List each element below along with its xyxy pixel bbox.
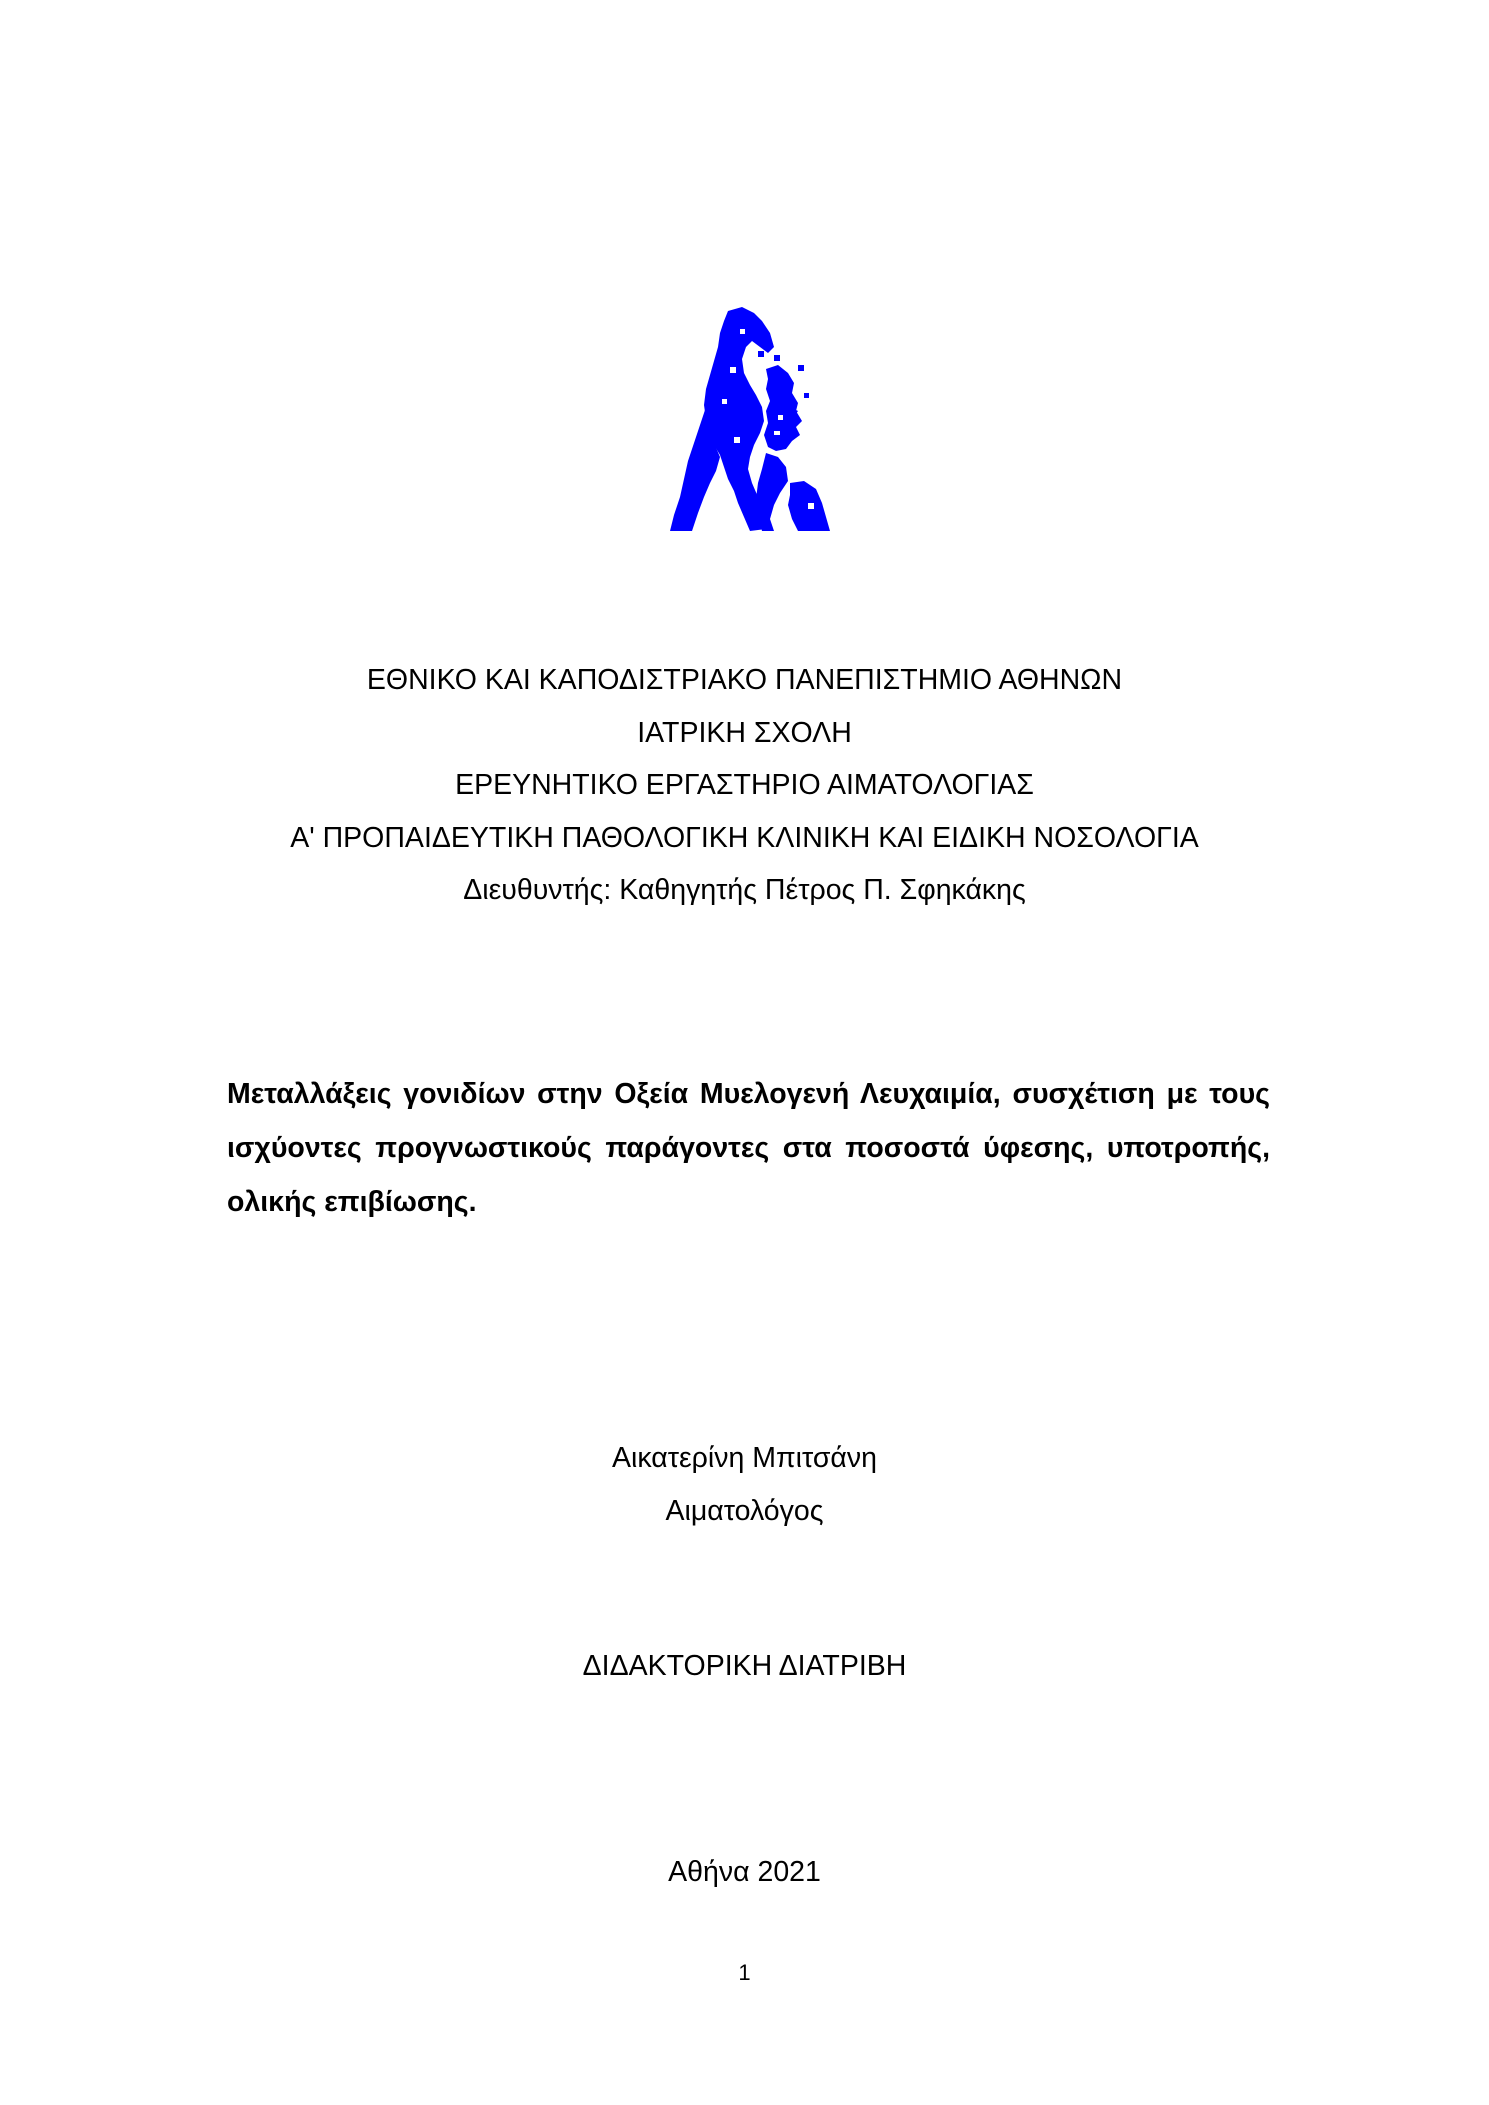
author-role: Αιματολόγος	[665, 1494, 824, 1527]
page-number: 1	[738, 1960, 751, 1985]
director-line: Διευθυντής: Καθηγητής Πέτρος Π. Σφηκάκης	[463, 874, 1026, 906]
clinic-name: Α' ΠΡΟΠΑΙΔΕΥΤΙΚΗ ΠΑΘΟΛΟΓΙΚΗ ΚΛΙΝΙΚΗ ΚΑΙ ΕΙΔΙΚΗ ΝΟΣΟΛΟΓΙΑ	[290, 821, 1199, 854]
thesis-title: Μεταλλάξεις γονιδίων στην Οξεία Μυελογενή Λευχαιμία, συσχέτιση με τους ισχύοντες προγνωστικούς παράγοντες στα ποσοστά ύφεσης, υποτροπής, ολικής επιβίωσης.	[227, 1078, 1270, 1218]
author-name: Αικατερίνη Μπιτσάνη	[611, 1442, 877, 1474]
place-and-year: Αθήνα 2021	[668, 1856, 821, 1888]
school-name: ΙΑΤΡΙΚΗ ΣΧΟΛΗ	[637, 716, 852, 749]
degree-type: ΔΙΔΑΚΤΟΡΙΚΗ ΔΙΑΤΡΙΒΗ	[582, 1650, 907, 1682]
university-athena-logo	[670, 307, 830, 532]
laboratory-name: ΕΡΕΥΝΗΤΙΚΟ ΕΡΓΑΣΤΗΡΙΟ ΑΙΜΑΤΟΛΟΓΙΑΣ	[455, 769, 1034, 801]
author-block	[0, 1432, 1489, 1537]
institution-header	[0, 654, 1489, 917]
university-name: ΕΘΝΙΚΟ ΚΑΙ ΚΑΠΟΔΙΣΤΡΙΑΚΟ ΠΑΝΕΠΙΣΤΗΜΙΟ ΑΘΗΝΩΝ	[366, 664, 1123, 696]
